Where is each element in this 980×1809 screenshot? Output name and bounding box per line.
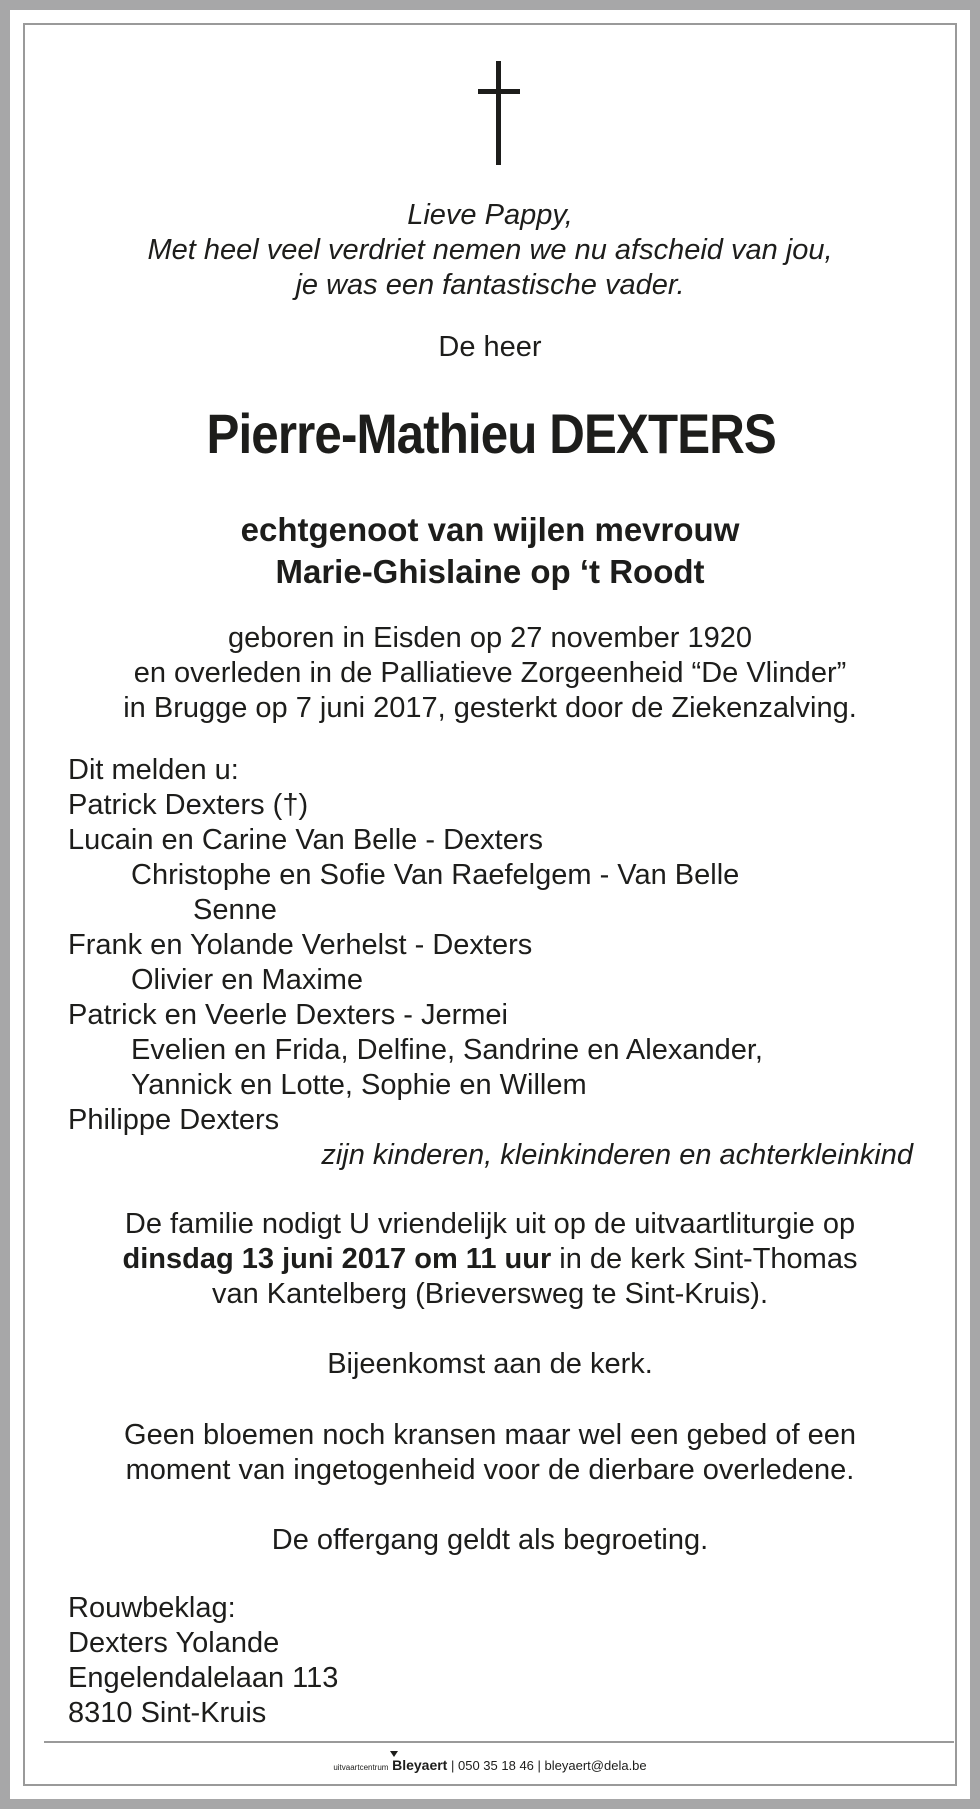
family-line: Frank en Yolande Verhelst - Dexters xyxy=(68,929,533,961)
spouse-line-1: echtgenoot van wijlen mevrouw xyxy=(240,511,740,548)
flowers-line-1: Geen bloemen noch kransen maar wel een gebed of een xyxy=(124,1419,856,1451)
funeral-home-logo: Bleyaert xyxy=(392,1757,448,1773)
intro-line-1: Lieve Pappy, xyxy=(407,199,573,231)
family-relation: zijn kinderen, kleinkinderen en achterkleinkind xyxy=(321,1139,913,1171)
footer-separator: | xyxy=(450,1758,455,1773)
intro-line-3: je was een fantastische vader. xyxy=(295,269,685,301)
family-line: Evelien en Frida, Delfine, Sandrine en Alexander, xyxy=(131,1034,763,1066)
ceremony-date: dinsdag 13 juni 2017 om 11 uur xyxy=(122,1243,552,1275)
family-line: Philippe Dexters xyxy=(68,1104,280,1136)
invitation-line-1: De familie nodigt U vriendelijk uit op de uitvaartliturgie op xyxy=(124,1208,856,1240)
condolence-city: 8310 Sint-Kruis xyxy=(68,1697,267,1729)
spouse-line-2: Marie-Ghislaine op ‘t Roodt xyxy=(275,553,705,590)
intro-line-2: Met heel veel verdriet nemen we nu afscheid van jou, xyxy=(147,234,833,266)
family-line: Christophe en Sofie Van Raefelgem - Van Belle xyxy=(131,859,740,891)
family-heading: Dit melden u: xyxy=(68,754,239,786)
family-line: Patrick en Veerle Dexters - Jermei xyxy=(68,999,508,1031)
family-line: Senne xyxy=(193,894,277,926)
offering-note: De offergang geldt als begroeting. xyxy=(271,1524,709,1556)
family-line: Olivier en Maxime xyxy=(131,964,364,996)
footer-separator: | xyxy=(537,1758,541,1773)
family-line: Yannick en Lotte, Sophie en Willem xyxy=(131,1069,587,1101)
invitation-line-2 xyxy=(10,1242,970,1277)
footer-divider xyxy=(44,1741,954,1743)
flowers-line-2: moment van ingetogenheid voor de dierbare overledene. xyxy=(125,1454,855,1486)
condolence-heading: Rouwbeklag: xyxy=(68,1592,236,1624)
cross-icon xyxy=(478,61,520,165)
salutation: De heer xyxy=(438,331,542,363)
ceremony-place: in de kerk Sint-Thomas xyxy=(551,1243,858,1275)
footer-prefix: uitvaartcentrum xyxy=(333,1763,389,1772)
condolence-name: Dexters Yolande xyxy=(68,1627,280,1659)
birth-death-line-3: in Brugge op 7 juni 2017, gesterkt door de Ziekenzalving. xyxy=(123,692,857,724)
birth-death-line-2: en overleden in de Palliatieve Zorgeenheid “De Vlinder” xyxy=(133,657,847,689)
family-line: Patrick Dexters (†) xyxy=(68,789,309,821)
deceased-name: Pierre-Mathieu DEXTERS xyxy=(206,402,776,465)
footer-phone: 050 35 18 46 xyxy=(458,1758,534,1773)
footer xyxy=(10,1757,970,1773)
footer-email[interactable]: bleyaert@dela.be xyxy=(544,1758,647,1773)
condolence-street: Engelendalelaan 113 xyxy=(68,1662,339,1694)
invitation-line-3: van Kantelberg (Brieversweg te Sint-Kruis). xyxy=(211,1278,769,1310)
family-line: Lucain en Carine Van Belle - Dexters xyxy=(68,824,543,856)
funeral-notice-card xyxy=(10,10,970,1799)
birth-death-line-1: geboren in Eisden op 27 november 1920 xyxy=(228,622,752,654)
gathering-note: Bijeenkomst aan de kerk. xyxy=(327,1348,653,1380)
